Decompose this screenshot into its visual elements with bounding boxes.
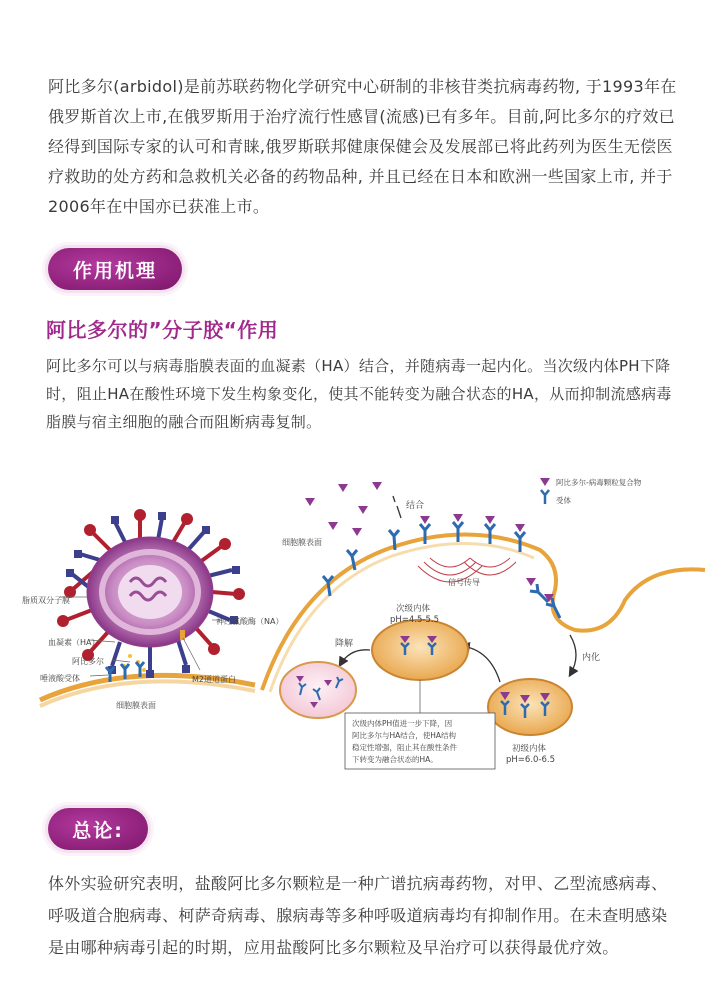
label-signal: 信号传导 — [448, 578, 480, 587]
mechanism-section-badge — [48, 248, 182, 290]
diagram-legend — [540, 477, 642, 505]
internalization-arrow — [570, 635, 576, 675]
label-m2-channel: M2通道蛋白 — [192, 675, 236, 684]
label-secondary-endosome: 次级内体 — [396, 604, 431, 614]
label-internalization: 内化 — [582, 653, 601, 663]
label-primary-ph: pH=6.0-6.5 — [506, 755, 556, 765]
degradation-arrow — [340, 650, 370, 665]
mechanism-note-box — [345, 680, 495, 769]
endocytosis-illustration — [262, 477, 705, 769]
label-neuraminidase: 神经氨酸酶（NA） — [216, 617, 284, 626]
label-sialic-receptor: 唾液酸受体 — [40, 674, 80, 683]
virus-illustration — [22, 509, 283, 710]
membrane-receptors — [323, 522, 525, 596]
mechanism-paragraph: 阿比多尔可以与病毒脂膜表面的血凝素（HA）结合，并随病毒一起内化。当次级内体PH下降时，阻止HA在酸性环境下发生构象变化，使其不能转变为融合状态的HA，从而抑制流感病毒脂膜与宿主细胞的融合而阻断病毒复制。 — [46, 357, 672, 431]
label-hemagglutinin: 血凝素（HA） — [48, 638, 100, 647]
summary-section-title: 总论: — [72, 819, 124, 842]
label-binding: 结合 — [406, 501, 425, 511]
label-left-cell-membrane: 细胞膜表面 — [116, 701, 156, 710]
label-right-cell-membrane: 细胞膜表面 — [282, 538, 322, 547]
note-line-1: 次级内体PH值进一步下降，因 — [352, 719, 453, 728]
molecular-glue-heading: 阿比多尔的”分子胶“作用 — [46, 318, 279, 342]
note-line-2: 阿比多尔与HA结合，使HA结构 — [352, 731, 457, 740]
summary-section-badge — [48, 808, 148, 850]
free-virus-complexes — [305, 482, 382, 536]
secondary-endosome — [372, 620, 468, 680]
note-line-4: 下转变为融合状态的HA。 — [352, 755, 438, 764]
legend-complex-icon — [540, 478, 550, 486]
label-secondary-ph: pH=4.5-5.5 — [390, 615, 440, 625]
label-primary-endosome: 初级内体 — [512, 744, 547, 754]
legend-receptor-label: 受体 — [556, 496, 571, 505]
label-lipid-bilayer: 脂质双分子膜 — [22, 596, 70, 605]
intro-paragraph: 阿比多尔(arbidol)是前苏联药物化学研究中心研制的非核苷类抗病毒药物, 于1993年在俄罗斯首次上市,在俄罗斯用于治疗流行性感冒(流感)已有多年。目前,阿比多尔的疗效已经得到国际专家的认可和青睐,俄罗斯联邦健康保健会及发展部已将此药列为医生无偿医疗救助的处方药和急救机关必备的药物品种, 并且已经在日本和欧洲一些国家上市, 并于2006年在中国亦已获准上市。 — [48, 77, 677, 216]
summary-paragraph: 体外实验研究表明，盐酸阿比多尔颗粒是一种广谱抗病毒药物，对甲、乙型流感病毒、呼吸道合胞病毒、柯萨奇病毒、腺病毒等多种呼吸道病毒均有抑制作用。在未查明感染是由哪种病毒引起的时期，应用盐酸阿比多尔颗粒及早治疗可以获得最优疗效。 — [48, 874, 668, 957]
primary-endosome — [488, 679, 572, 735]
note-line-3: 稳定性增强，阻止其在酸性条件 — [352, 743, 457, 752]
mechanism-section-title: 作用机理 — [72, 259, 157, 282]
label-degradation: 降解 — [335, 639, 354, 649]
legend-complex-label: 阿比多尔-病毒颗粒复合物 — [556, 478, 642, 487]
legend-receptor-icon — [541, 490, 549, 504]
mechanism-diagram — [0, 470, 721, 775]
label-arbidol: 阿比多尔 — [72, 657, 104, 666]
